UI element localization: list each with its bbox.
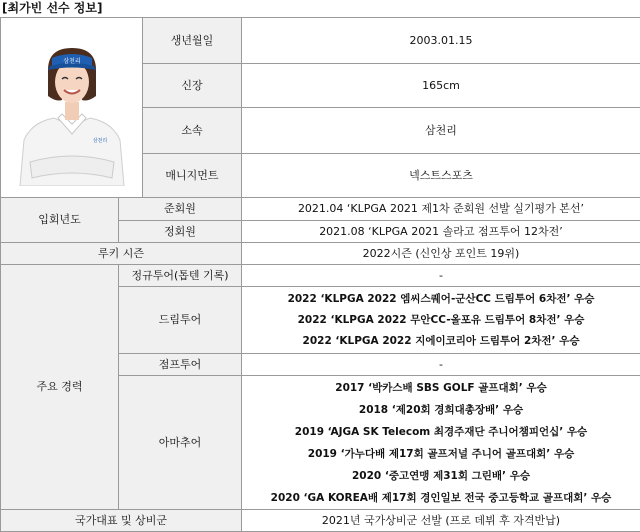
player-portrait-icon [12, 30, 132, 186]
associate-member-label: 준회원 [119, 198, 242, 221]
national-team-value: 2021년 국가상비군 선발 (프로 데뷔 후 자격반납) [242, 510, 640, 532]
list-item: 2019 ‘AJGA SK Telecom 최경주재단 주니어챔피언십’ 우승 [244, 421, 638, 443]
management-value: 넥스트스포츠 [242, 154, 640, 198]
jump-tour-value: - [242, 354, 640, 376]
dream-tour-label: 드림투어 [119, 287, 242, 354]
regular-tour-value: - [242, 265, 640, 287]
list-item: 2022 ‘KLPGA 2022 엠씨스퀘어-군산CC 드림투어 6차전’ 우승 [244, 289, 638, 310]
membership-label: 입회년도 [1, 198, 119, 243]
list-item: 2020 ‘중고연맹 제31회 그린배’ 우승 [244, 465, 638, 487]
height-value: 165cm [242, 64, 640, 108]
dream-tour-list [242, 287, 640, 354]
amateur-list [242, 376, 640, 510]
page-heading: [최가빈 선수 정보] [0, 0, 640, 17]
career-label: 주요 경력 [1, 265, 119, 510]
affiliation-value: 삼천리 [242, 108, 640, 154]
national-team-label: 국가대표 및 상비군 [1, 510, 242, 532]
rookie-season-label: 루키 시즌 [1, 243, 242, 265]
jump-tour-label: 점프투어 [119, 354, 242, 376]
shirt-logo-text: 삼천리 [92, 137, 107, 144]
regular-tour-label: 정규투어(톱텐 기록) [119, 265, 242, 287]
visor-logo-text: 삼천리 [63, 57, 80, 65]
full-member-value: 2021.08 ‘KLPGA 2021 솔라고 점프투어 12차전’ [242, 221, 640, 243]
birthdate-label: 생년월일 [143, 18, 242, 64]
birthdate-value: 2003.01.15 [242, 18, 640, 64]
full-member-label: 정회원 [119, 221, 242, 243]
list-item: 2018 ‘제20회 경희대총장배’ 우승 [244, 399, 638, 421]
associate-member-value: 2021.04 ‘KLPGA 2021 제1차 준회원 선발 실기평가 본선’ [242, 198, 640, 221]
height-label: 신장 [143, 64, 242, 108]
list-item: 2017 ‘박카스배 SBS GOLF 골프대회’ 우승 [244, 377, 638, 399]
management-label: 매니지먼트 [143, 154, 242, 198]
list-item: 2022 ‘KLPGA 2022 지에이코리아 드림투어 2차전’ 우승 [244, 331, 638, 352]
list-item: 2019 ‘가누다배 제17회 골프저널 주니어 골프대회’ 우승 [244, 443, 638, 465]
affiliation-label: 소속 [143, 108, 242, 154]
list-item: 2022 ‘KLPGA 2022 무안CC-올포유 드림투어 8차전’ 우승 [244, 310, 638, 331]
amateur-label: 아마추어 [119, 376, 242, 510]
player-photo [1, 18, 143, 198]
rookie-season-value: 2022시즌 (신인상 포인트 19위) [242, 243, 640, 265]
player-info-table [0, 17, 640, 532]
list-item: 2020 ‘GA KOREA배 제17회 경인일보 전국 중고등학교 골프대회’ 우승 [244, 487, 638, 509]
